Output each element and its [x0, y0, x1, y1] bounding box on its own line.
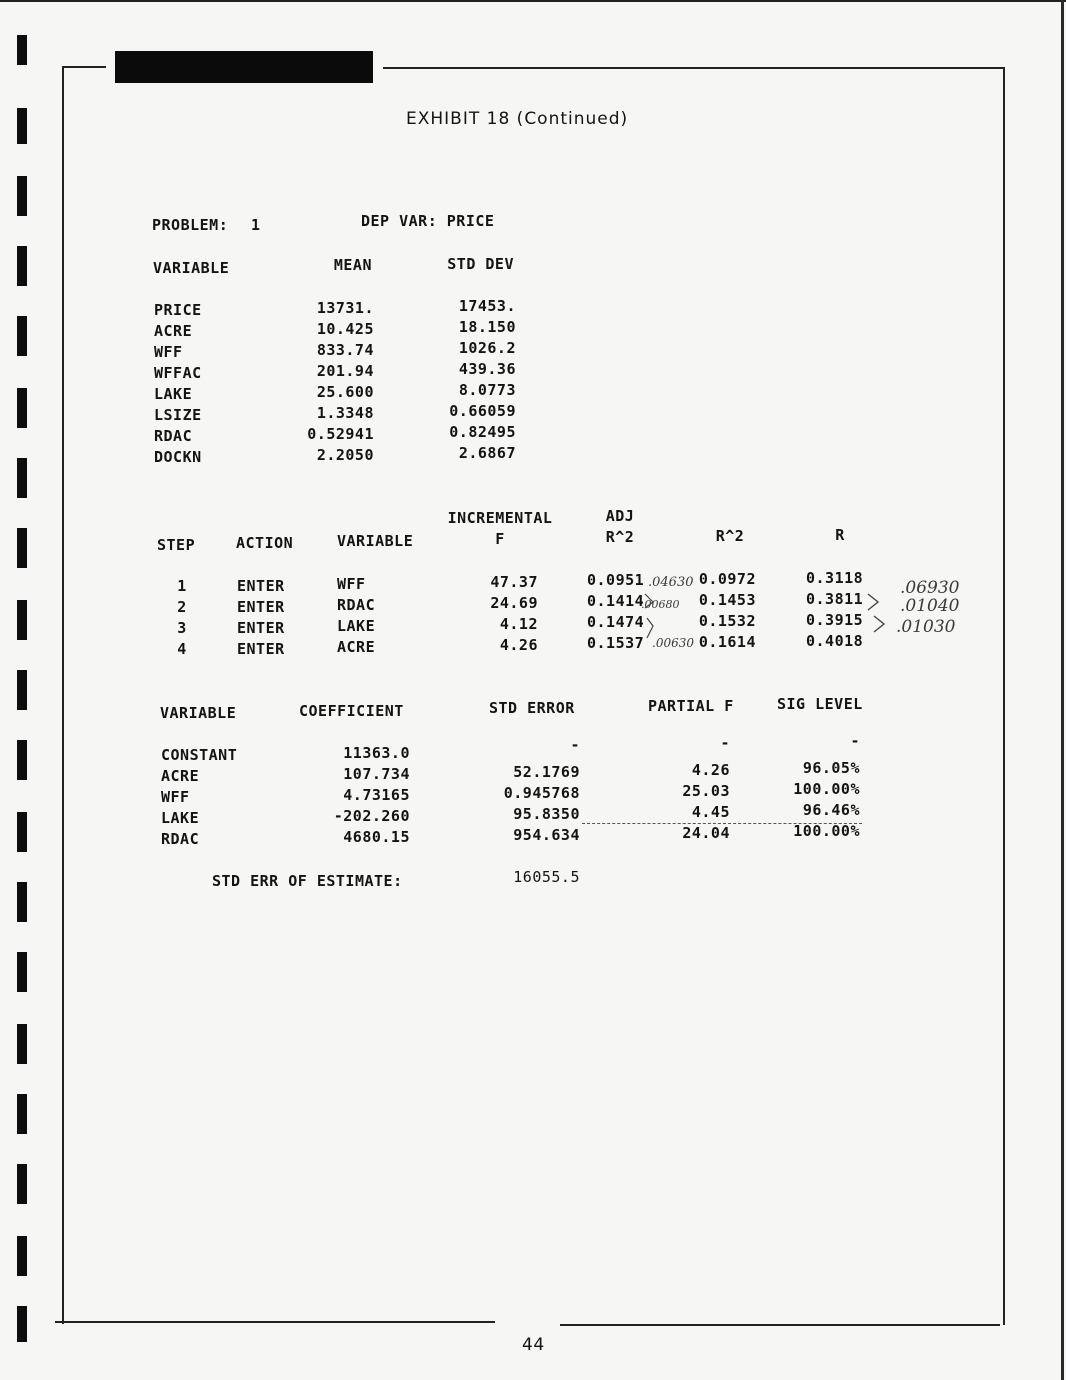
coef-value: 4.73165: [343, 786, 410, 804]
coef-value: 11363.0: [343, 744, 410, 762]
column-header-variable: VARIABLE: [337, 532, 414, 550]
step-r2: 0.0972: [698, 570, 756, 588]
step-adj-r2: 0.1414: [587, 592, 645, 610]
frame-border: [383, 67, 1005, 69]
coef-value: 107.734: [343, 765, 410, 783]
summary-std-dev: 0.66059: [449, 402, 516, 420]
column-header-sig-level: SIG LEVEL: [777, 695, 863, 713]
binder-hole: [17, 1236, 27, 1276]
handwritten-brackets: [641, 588, 661, 648]
summary-mean: 13731.: [316, 299, 374, 317]
coef-value: 4680.15: [343, 828, 410, 846]
summary-std-dev: 8.0773: [458, 381, 516, 399]
binder-hole: [17, 458, 27, 498]
binder-hole: [17, 246, 27, 286]
column-header-variable: VARIABLE: [160, 704, 237, 722]
step-number: 1: [177, 577, 187, 595]
handwritten-note: .00630: [652, 636, 694, 650]
step-adj-r2: 0.1537: [587, 634, 645, 652]
column-header-std-dev: STD DEV: [447, 255, 514, 273]
summary-variable: LSIZE: [154, 406, 202, 424]
binder-hole: [17, 176, 27, 216]
coef-sig-level: -: [850, 732, 860, 750]
column-header-adj: ADJ: [605, 507, 635, 525]
summary-variable: WFFAC: [154, 364, 202, 382]
column-header-partial-f: PARTIAL F: [648, 697, 734, 715]
coef-variable: ACRE: [161, 767, 200, 785]
summary-mean: 10.425: [316, 320, 374, 338]
step-variable: ACRE: [337, 638, 376, 656]
summary-std-dev: 18.150: [458, 318, 516, 336]
binder-hole: [17, 812, 27, 852]
column-header-coefficient: COEFFICIENT: [299, 702, 404, 720]
binder-hole: [17, 740, 27, 780]
summary-std-dev: 439.36: [458, 360, 516, 378]
handwritten-note: .04630: [648, 575, 694, 590]
column-header-variable: VARIABLE: [153, 259, 230, 277]
step-variable: LAKE: [337, 617, 376, 635]
coef-std-error: 954.634: [513, 826, 580, 844]
column-header-r2: R^2: [715, 527, 745, 545]
column-header-std-error: STD ERROR: [489, 699, 575, 717]
coef-sig-level: 100.00%: [793, 780, 860, 798]
summary-variable: RDAC: [154, 427, 193, 445]
summary-mean: 201.94: [316, 362, 374, 380]
coef-variable: WFF: [161, 788, 190, 806]
summary-variable: ACRE: [154, 322, 193, 340]
binder-hole: [17, 1306, 27, 1342]
problem-label: PROBLEM:: [152, 216, 229, 234]
coef-partial-f: 4.45: [691, 803, 730, 821]
step-r: 0.3118: [806, 569, 864, 587]
coef-std-error: 52.1769: [513, 763, 580, 781]
column-header-action: ACTION: [236, 534, 294, 552]
binder-hole: [17, 316, 27, 356]
coef-sig-level: 96.46%: [802, 801, 860, 819]
coef-value: -202.260: [333, 807, 410, 825]
step-incremental-f: 47.37: [490, 573, 538, 591]
summary-variable: PRICE: [154, 301, 202, 319]
step-variable: RDAC: [337, 596, 376, 614]
problem-number: 1: [251, 216, 261, 234]
step-number: 4: [177, 640, 187, 658]
handwritten-note: .01030: [896, 617, 956, 637]
binder-hole: [17, 528, 27, 568]
binder-hole: [17, 388, 27, 428]
right-edge-line: [1061, 0, 1064, 1380]
exhibit-title: EXHIBIT 18 (Continued): [406, 109, 629, 129]
binder-hole: [17, 882, 27, 922]
step-action: ENTER: [237, 577, 285, 595]
step-action: ENTER: [237, 598, 285, 616]
summary-variable: WFF: [154, 343, 183, 361]
coef-std-error: -: [570, 736, 580, 754]
step-r2: 0.1614: [698, 633, 756, 651]
step-number: 2: [177, 598, 187, 616]
handwritten-note: .06930: [900, 578, 960, 598]
summary-std-dev: 2.6867: [458, 444, 516, 462]
frame-border: [62, 66, 64, 1324]
step-incremental-f: 4.12: [499, 615, 538, 633]
handwritten-brackets: [860, 590, 890, 640]
dependent-variable: DEP VAR: PRICE: [361, 212, 495, 230]
coef-partial-f: -: [720, 734, 730, 752]
header-black-bar: [115, 51, 373, 83]
column-header-adj-r2: R^2: [605, 528, 635, 546]
binder-hole: [17, 1094, 27, 1134]
coef-variable: CONSTANT: [161, 746, 238, 764]
summary-mean: 2.2050: [316, 446, 374, 464]
coef-variable: LAKE: [161, 809, 200, 827]
step-r2: 0.1453: [698, 591, 756, 609]
coef-partial-f: 24.04: [682, 824, 730, 842]
summary-mean: 1.3348: [316, 404, 374, 422]
coef-sig-level: 96.05%: [802, 759, 860, 777]
frame-border: [62, 66, 106, 68]
column-header-incremental: INCREMENTAL: [447, 509, 553, 527]
step-action: ENTER: [237, 640, 285, 658]
binder-hole: [17, 600, 27, 640]
binder-hole: [17, 1164, 27, 1204]
summary-variable: DOCKN: [154, 448, 202, 466]
step-r: 0.4018: [806, 632, 864, 650]
step-r: 0.3915: [806, 611, 864, 629]
step-number: 3: [177, 619, 187, 637]
coef-partial-f: 25.03: [682, 782, 730, 800]
std-err-label: STD ERR OF ESTIMATE:: [212, 872, 403, 890]
coef-partial-f: 4.26: [691, 761, 730, 779]
binder-hole: [17, 670, 27, 710]
step-variable: WFF: [337, 575, 366, 593]
top-edge-line: [0, 0, 1066, 2]
summary-mean: 833.74: [316, 341, 374, 359]
step-adj-r2: 0.1474: [587, 613, 645, 631]
coef-variable: RDAC: [161, 830, 200, 848]
frame-border: [560, 1324, 1000, 1326]
summary-std-dev: 17453.: [458, 297, 516, 315]
step-r: 0.3811: [806, 590, 864, 608]
step-r2: 0.1532: [698, 612, 756, 630]
summary-mean: 0.52941: [307, 425, 374, 443]
coef-sig-level: 100.00%: [793, 822, 860, 840]
frame-border: [1003, 67, 1005, 1325]
column-header-mean: MEAN: [333, 256, 372, 274]
binder-hole: [17, 108, 27, 144]
binder-hole: [17, 35, 27, 65]
std-err-value: 16055.5: [513, 868, 580, 886]
dashed-rule: [582, 823, 862, 824]
frame-border: [55, 1321, 495, 1323]
page-number: 44: [522, 1335, 545, 1355]
handwritten-note: .01040: [900, 596, 960, 616]
column-header-incremental-f: F: [495, 530, 505, 548]
column-header-step: STEP: [157, 536, 196, 554]
summary-std-dev: 0.82495: [449, 423, 516, 441]
step-action: ENTER: [237, 619, 285, 637]
summary-mean: 25.600: [316, 383, 374, 401]
summary-variable: LAKE: [154, 385, 193, 403]
binder-hole: [17, 952, 27, 992]
coef-std-error: 0.945768: [503, 784, 580, 802]
column-header-r: R: [835, 526, 845, 544]
step-incremental-f: 24.69: [490, 594, 538, 612]
binder-hole: [17, 1024, 27, 1064]
coef-std-error: 95.8350: [513, 805, 580, 823]
step-adj-r2: 0.0951: [587, 571, 645, 589]
handwritten-note: .00680: [641, 598, 680, 611]
summary-std-dev: 1026.2: [458, 339, 516, 357]
step-incremental-f: 4.26: [499, 636, 538, 654]
